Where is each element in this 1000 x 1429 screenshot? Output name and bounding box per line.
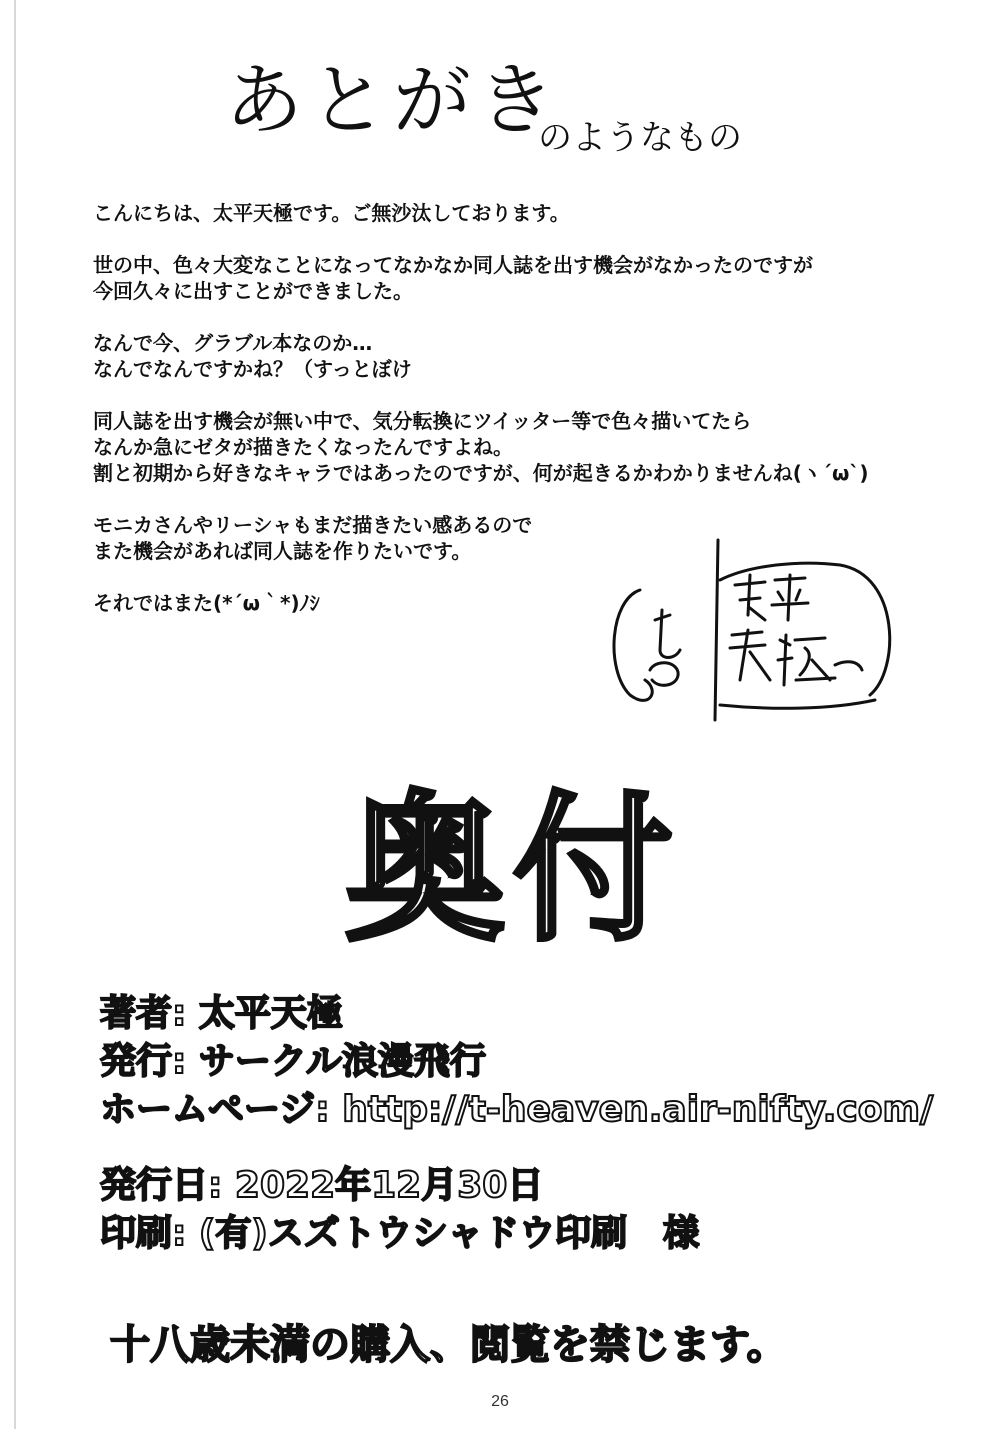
paragraph-circumstances (93, 252, 913, 304)
afterword-subtitle: のようなもの (538, 118, 742, 158)
paragraph-story (93, 408, 913, 486)
age-restriction-warning: 十八歳未満の購入、閲覧を禁じます。 (110, 1322, 787, 1368)
text-line: 割と初期から好きなキャラではあったのですが、何が起きるかわかりませんね(ヽ´ω`) (93, 461, 869, 485)
text-line: それではまた(*´ω｀*)ﾉｼ (93, 591, 320, 615)
text-line: また機会があれば同人誌を作りたいです。 (93, 539, 472, 563)
text-line: こんにちは、太平天極です。ご無沙汰しております。 (93, 201, 570, 225)
colophon-heading: 奥付 (345, 776, 682, 963)
text-line: なんか急にゼタが描きたくなったんですよね。 (93, 435, 513, 459)
text-line: 同人誌を出す機会が無い中で、気分転換にツイッター等で色々描いてたら (93, 409, 752, 433)
page-edge (14, 0, 16, 1429)
colophon-info (100, 990, 933, 1258)
text-line: 今回久々に出すことができました。 (93, 279, 413, 303)
afterword-title: あとがき (225, 56, 562, 146)
text-line: モニカさんやリーシャもまだ描きたい感あるので (93, 513, 533, 537)
page-number: 26 (491, 1393, 509, 1410)
spacer (100, 1134, 933, 1162)
printer-line: 印刷: (有)スズトウシャドウ印刷 様 (100, 1213, 700, 1254)
paragraph-greeting (93, 200, 913, 226)
handwritten-signature (600, 520, 920, 740)
publish-date-line: 発行日: 2022年12月30日 (100, 1165, 544, 1206)
text-line: 世の中、色々大変なことになってなかなか同人誌を出す機会がなかったのですが (93, 253, 813, 277)
author-line: 著者: 太平天極 (100, 993, 343, 1034)
text-line: なんで今、グラブル本なのか… (93, 331, 373, 355)
homepage-line: ホームページ: http://t-heaven.air-nifty.com/ (100, 1089, 934, 1130)
publisher-line: 発行: サークル浪漫飛行 (100, 1041, 486, 1082)
text-line: なんでなんですかね？（すっとぼけ (93, 357, 412, 381)
paragraph-why (93, 330, 913, 382)
